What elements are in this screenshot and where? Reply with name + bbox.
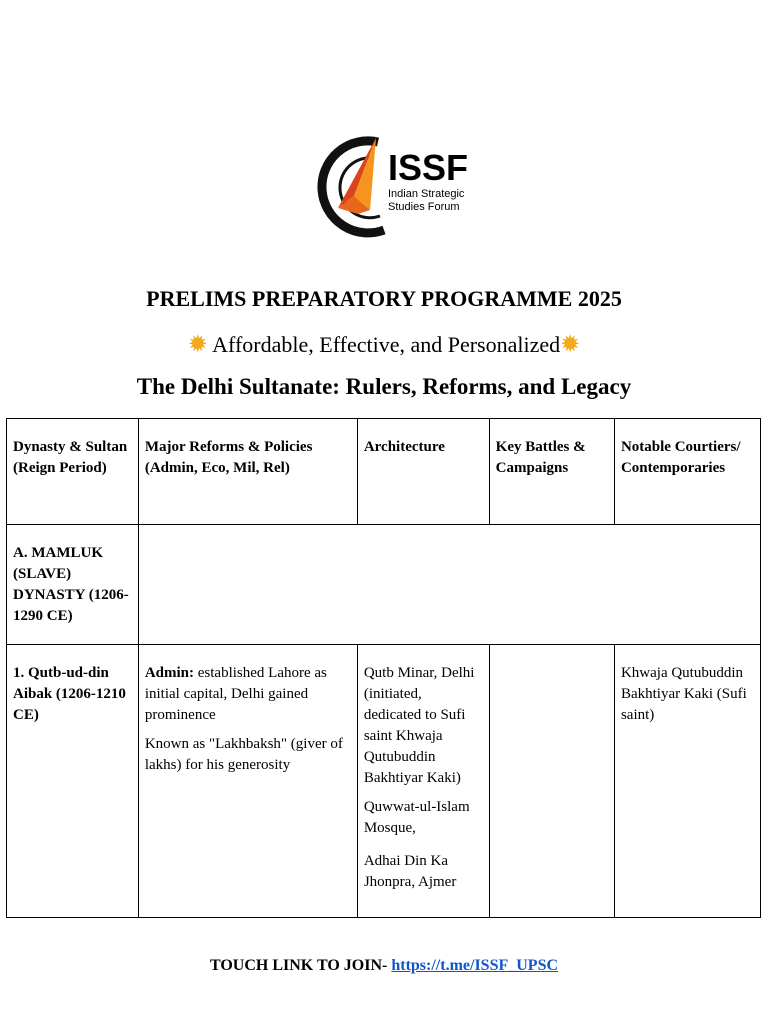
logo-subtitle-line2: Studies Forum [388, 201, 460, 213]
sun-icon: ✹ [560, 332, 581, 358]
logo-brand: ISSF [388, 147, 469, 188]
reform-text: Known as "Lakhbaksh" (giver of lakhs) for his generosity [144, 736, 343, 773]
architecture-item: Adhai Din Ka Jhonpra, Ajmer [363, 853, 457, 890]
header-reforms: Major Reforms & Policies (Admin, Eco, Mil, Rel) [138, 419, 357, 525]
dynasty-row-empty [138, 525, 760, 645]
tagline-text: Affordable, Effective, and Personalized [212, 332, 561, 357]
footer [0, 957, 768, 975]
reform-prefix: Admin: [144, 665, 195, 681]
header-courtiers: Notable Courtiers/ Contemporaries [614, 419, 760, 525]
dynasty-row [7, 525, 761, 645]
header-architecture: Architecture [357, 419, 489, 525]
battles-cell [489, 645, 614, 918]
logo-text [388, 147, 469, 214]
reform-item [145, 734, 351, 776]
logo-subtitle-line1: Indian Strategic [388, 188, 465, 200]
architecture-item: Quwwat-ul-Islam Mosque, [363, 799, 470, 836]
architecture-cell [357, 645, 489, 918]
programme-title: PRELIMS PREPARATORY PROGRAMME 2025 [146, 286, 622, 311]
sultanate-table [6, 418, 761, 918]
table-header-row [7, 419, 761, 525]
dynasty-label: A. MAMLUK (SLAVE) DYNASTY (1206-1290 CE) [7, 525, 139, 645]
tagline [0, 330, 768, 359]
header-battles: Key Battles & Campaigns [489, 419, 614, 525]
document-subtitle: The Delhi Sultanate: Rulers, Reforms, and Legacy [136, 374, 632, 399]
footer-label: TOUCH LINK TO JOIN- [209, 957, 388, 974]
sun-icon: ✹ [187, 332, 208, 358]
telegram-link[interactable]: https://t.me/ISSF_UPSC [391, 957, 559, 974]
table-row [7, 645, 761, 918]
reform-item [145, 663, 351, 726]
architecture-item: Qutb Minar, Delhi (initiated, dedicated to Sufi saint Khwaja Qutubuddin Bakhtiyar Kaki) [363, 665, 475, 786]
reforms-cell [138, 645, 357, 918]
courtiers-cell: Khwaja Qutubuddin Bakhtiyar Kaki (Sufi saint) [614, 645, 760, 918]
reform-text: established Lahore as initial capital, Delhi gained prominence [144, 665, 327, 723]
sultan-cell: 1. Qutb-ud-din Aibak (1206-1210 CE) [7, 645, 139, 918]
header-dynasty: Dynasty & Sultan (Reign Period) [7, 419, 139, 525]
